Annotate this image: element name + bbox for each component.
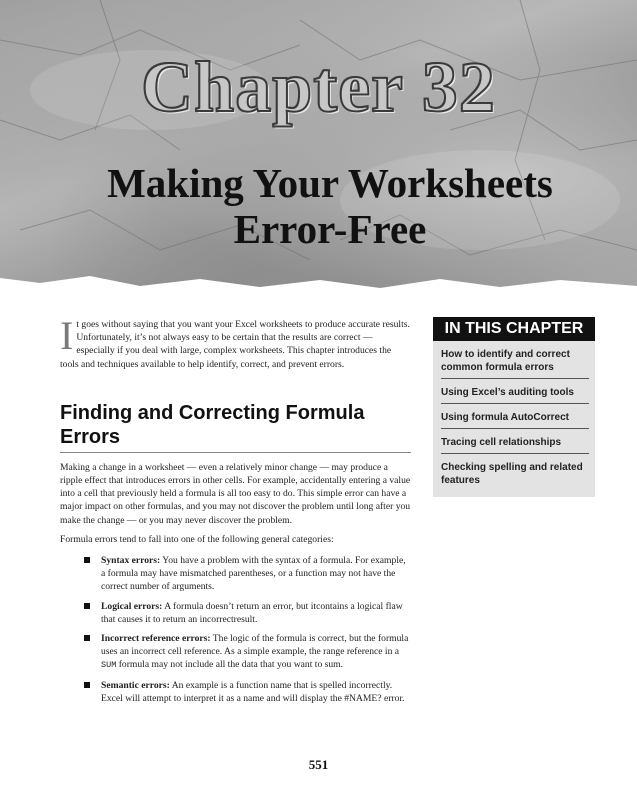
body-paragraph-1: Making a change in a worksheet — even a relatively minor change — may produce a ripple effect that introduces errors in other cells. For example, accidentally entering a value into a cell that previously held a formula is all too easy to do. This simple error can have a major impact on other formulas, and you may not discover the problem until long after you make the change — or you may never discover the problem. bbox=[60, 461, 411, 526]
list-item-reference-errors bbox=[84, 632, 411, 673]
list-item-text-after: formula may not include all the data that you want to sum. bbox=[116, 659, 344, 671]
list-item-term: Incorrect reference errors: bbox=[101, 633, 211, 645]
intro-paragraph bbox=[60, 313, 411, 371]
error-categories-list bbox=[60, 554, 411, 705]
sidebar-item-identify-errors: How to identify and correct common formula errors bbox=[441, 341, 589, 379]
list-item-term: Syntax errors: bbox=[101, 555, 161, 567]
list-item-text: You have a problem with the syntax of a formula. For example, a formula may have mismatched parentheses, or a function may not have the correct number of arguments. bbox=[101, 555, 406, 593]
list-item-semantic-errors bbox=[84, 679, 411, 705]
chapter-number: Chapter 32 bbox=[141, 47, 496, 127]
sidebar-heading: IN THIS CHAPTER bbox=[433, 317, 595, 341]
sidebar-item-spelling: Checking spelling and related features bbox=[441, 462, 583, 486]
chapter-banner bbox=[0, 0, 637, 292]
list-item-text: A formula doesn’t return an error, but itcontains a logical flaw that causes it to return an incorrectresult. bbox=[101, 600, 403, 625]
list-item-text: An example is a function name that is spelled incorrectly. Excel will attempt to interpret it as a name and will display the #NAME? error. bbox=[101, 679, 405, 704]
section-heading: Finding and Correcting Formula Errors bbox=[60, 401, 411, 453]
drop-cap: I bbox=[60, 313, 74, 358]
list-item-term: Logical errors: bbox=[101, 600, 163, 612]
list-item-logical-errors bbox=[84, 600, 411, 626]
sidebar-item-auditing-tools: Using Excel’s auditing tools bbox=[441, 379, 589, 404]
list-item-term: Semantic errors: bbox=[101, 679, 170, 691]
sidebar-item-autocorrect: Using formula AutoCorrect bbox=[441, 404, 589, 429]
sidebar-item-tracing: Tracing cell relationships bbox=[441, 429, 589, 454]
page-number: 551 bbox=[308, 757, 329, 772]
body-paragraph-2: Formula errors tend to fall into one of the following general categories: bbox=[60, 533, 334, 545]
in-this-chapter-sidebar bbox=[433, 317, 595, 497]
code-sum: SUM bbox=[101, 660, 117, 671]
main-content bbox=[60, 313, 411, 711]
list-item-text: The logic of the formula is correct, but the formula uses an incorrect cell reference. As a simple example, the range reference in a bbox=[101, 633, 409, 658]
intro-text: t goes without saying that you want your Excel worksheets to produce accurate results. Unfortunately, it’s not always easy to be certain that the results are correct — especially if you deal with large, complex worksheets. This chapter introduces the tools and techniques available to help identify, correct, and prevent errors. bbox=[60, 319, 410, 370]
chapter-title-line2: Error-Free bbox=[233, 206, 427, 252]
sidebar-topic-list bbox=[433, 341, 595, 491]
list-item-syntax-errors bbox=[84, 554, 411, 594]
chapter-title bbox=[60, 160, 600, 252]
chapter-title-line1: Making Your Worksheets bbox=[107, 160, 553, 206]
